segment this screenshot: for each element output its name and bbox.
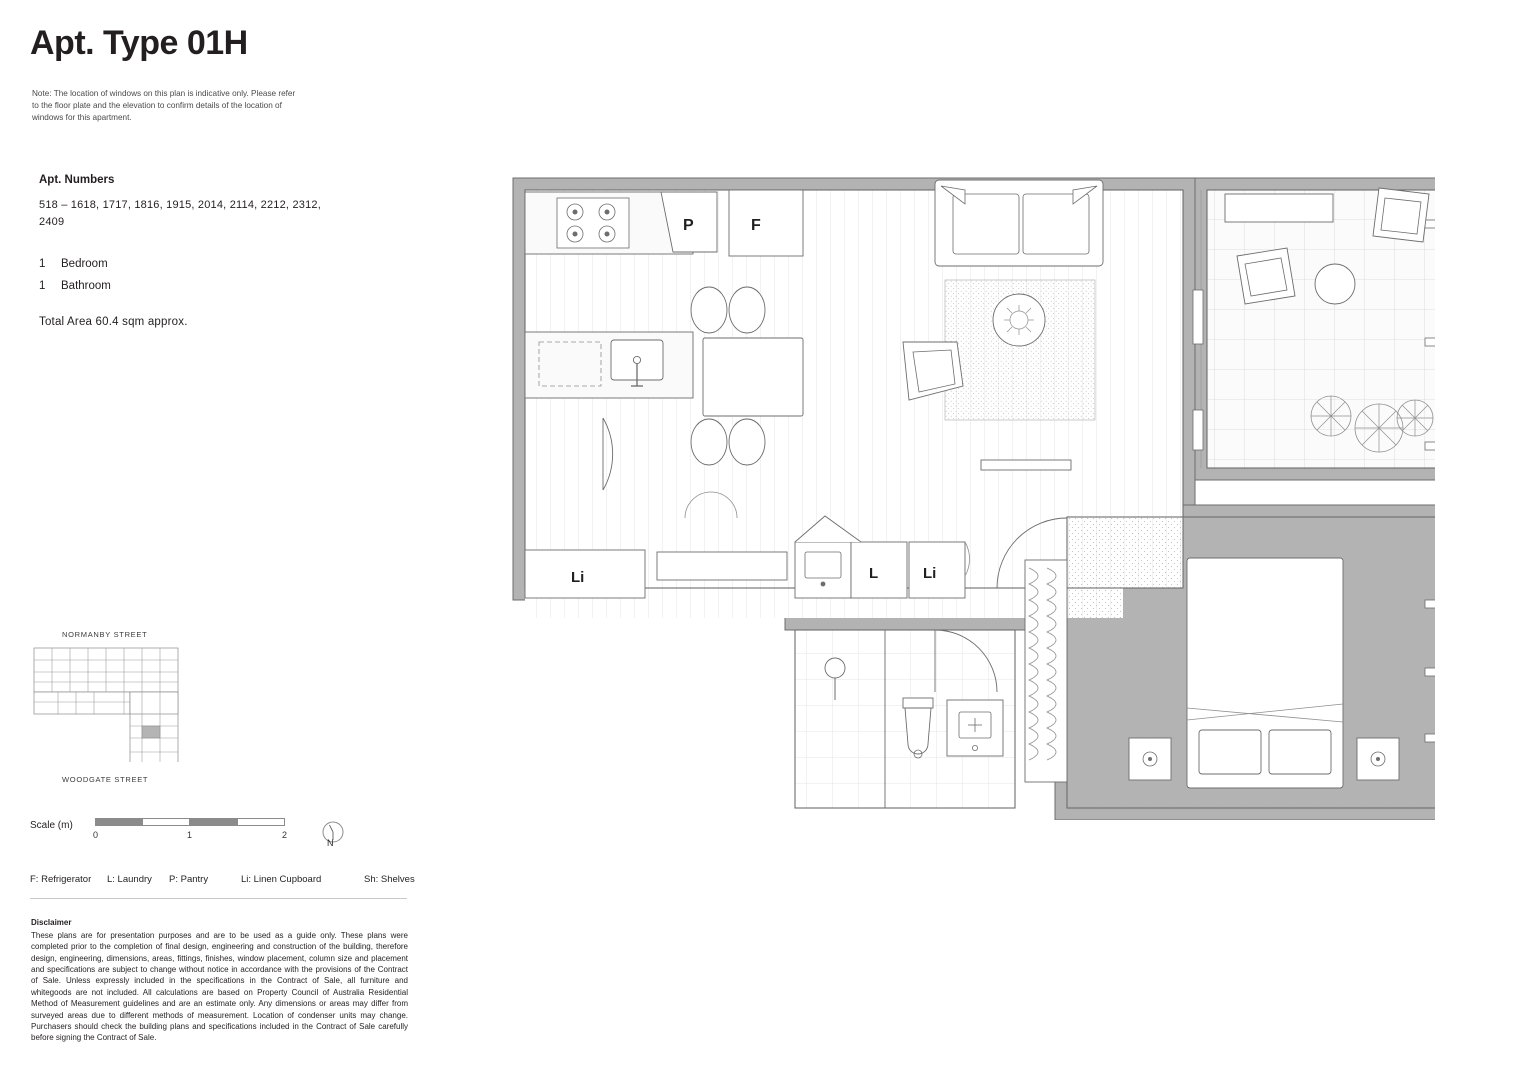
cooktop-icon [557, 198, 629, 248]
keyplan-diagram [30, 642, 230, 762]
legend-refrigerator: F: Refrigerator [30, 874, 92, 885]
wardrobe [1025, 560, 1067, 782]
pillow [1269, 730, 1331, 774]
bathroom-row [39, 275, 111, 297]
apt-numbers-list: 518 – 1618, 1717, 1816, 1915, 2014, 2114, 2212, 2312, 2409 [39, 199, 321, 229]
scale-tick-1: 1 [187, 830, 193, 840]
page-title: Apt. Type 01H [30, 24, 248, 62]
floor-plan-drawing [495, 160, 1435, 820]
balcony-chair [1373, 188, 1429, 242]
balcony-chair [1237, 248, 1295, 304]
legend-linen: Li: Linen Cupboard [241, 874, 322, 885]
vanity [947, 700, 1003, 756]
north-label: N [327, 838, 334, 848]
fridge-recess [729, 190, 803, 256]
coffee-table [993, 294, 1045, 346]
key-plan [30, 630, 290, 795]
dining-chair [729, 287, 765, 333]
disclaimer-title: Disclaimer [31, 918, 72, 927]
divider [30, 898, 407, 899]
floor-plan-svg [495, 160, 1435, 820]
laundry-label: L [869, 565, 879, 582]
shower-rose-icon [825, 658, 845, 678]
bedside-table [1129, 738, 1171, 780]
linen-left-label: Li [571, 569, 585, 586]
linen-bath-label: Li [923, 565, 937, 582]
bedroom-label: Bedroom [61, 258, 108, 270]
laundry-cupboard [851, 542, 907, 598]
total-area: Total Area 60.4 sqm approx. [39, 316, 188, 328]
sink-icon [611, 340, 663, 386]
scale-tick-2: 2 [282, 830, 288, 840]
dining-chair [729, 419, 765, 465]
storage-bench [657, 552, 787, 580]
tv-console [981, 460, 1071, 470]
disclaimer-body: These plans are for presentation purposes and are to be used as a guide only. These plans were completed prior to the completion of final design, engineering and construction of the building, therefore design, engineering, dimensions, areas, fittings, finishes, window placement, column size and placement and specifications are subject to change without notice in accordance with the provisions of the Contract of Sale. Unless expressly included in the specifications in the Contract of Sale, all furniture and whitegoods are not included. All calculations are based on Property Council of Australia Residential Method of Measurement guidelines and are an estimate only. Any dimensions or areas may differ from surveyed areas due to different methods of measurement. Location of condenser units may change. Purchasers should check the building plans and specifications included in the Contract of Sale carefully before signing the Contract of Sale. [31, 931, 408, 1043]
keyplan-highlight [142, 726, 160, 738]
sofa [935, 180, 1103, 266]
scale-label: Scale (m) [30, 820, 73, 831]
window-location-note: Note: The location of windows on this plan is indicative only. Please refer to the floor plate and the elevation to confirm details of the location of windows for this apartment. [32, 89, 296, 122]
dining-table [703, 338, 803, 416]
fridge-label: F [751, 217, 761, 234]
bathroom-count: 1 [39, 280, 46, 293]
keyplan-street-top: NORMANBY STREET [62, 630, 148, 639]
bedside-table [1357, 738, 1399, 780]
balcony-bench [1225, 194, 1333, 222]
pantry-label: P [683, 217, 694, 234]
bathroom-label: Bathroom [61, 280, 111, 293]
legend-shelves: Sh: Shelves [364, 874, 415, 885]
scale-tick-0: 0 [93, 830, 99, 840]
linen-cupboard-bath [909, 542, 965, 598]
bed [1187, 558, 1343, 788]
dining-chair [691, 287, 727, 333]
room-counts [39, 253, 111, 298]
linen-cupboard-left [525, 550, 645, 598]
keyplan-street-bottom: WOODGATE STREET [62, 775, 149, 784]
dining-chair [691, 419, 727, 465]
legend-pantry: P: Pantry [169, 874, 209, 885]
scale-bar-group [30, 810, 360, 860]
balcony-table [1315, 264, 1355, 304]
pillow [1199, 730, 1261, 774]
legend [30, 874, 430, 885]
scale-bar [95, 818, 285, 826]
legend-laundry: L: Laundry [107, 874, 152, 885]
apt-numbers-heading: Apt. Numbers [39, 174, 115, 186]
bedroom-row [39, 253, 111, 275]
scale-ticks [95, 830, 290, 844]
bedroom-count: 1 [39, 258, 46, 270]
